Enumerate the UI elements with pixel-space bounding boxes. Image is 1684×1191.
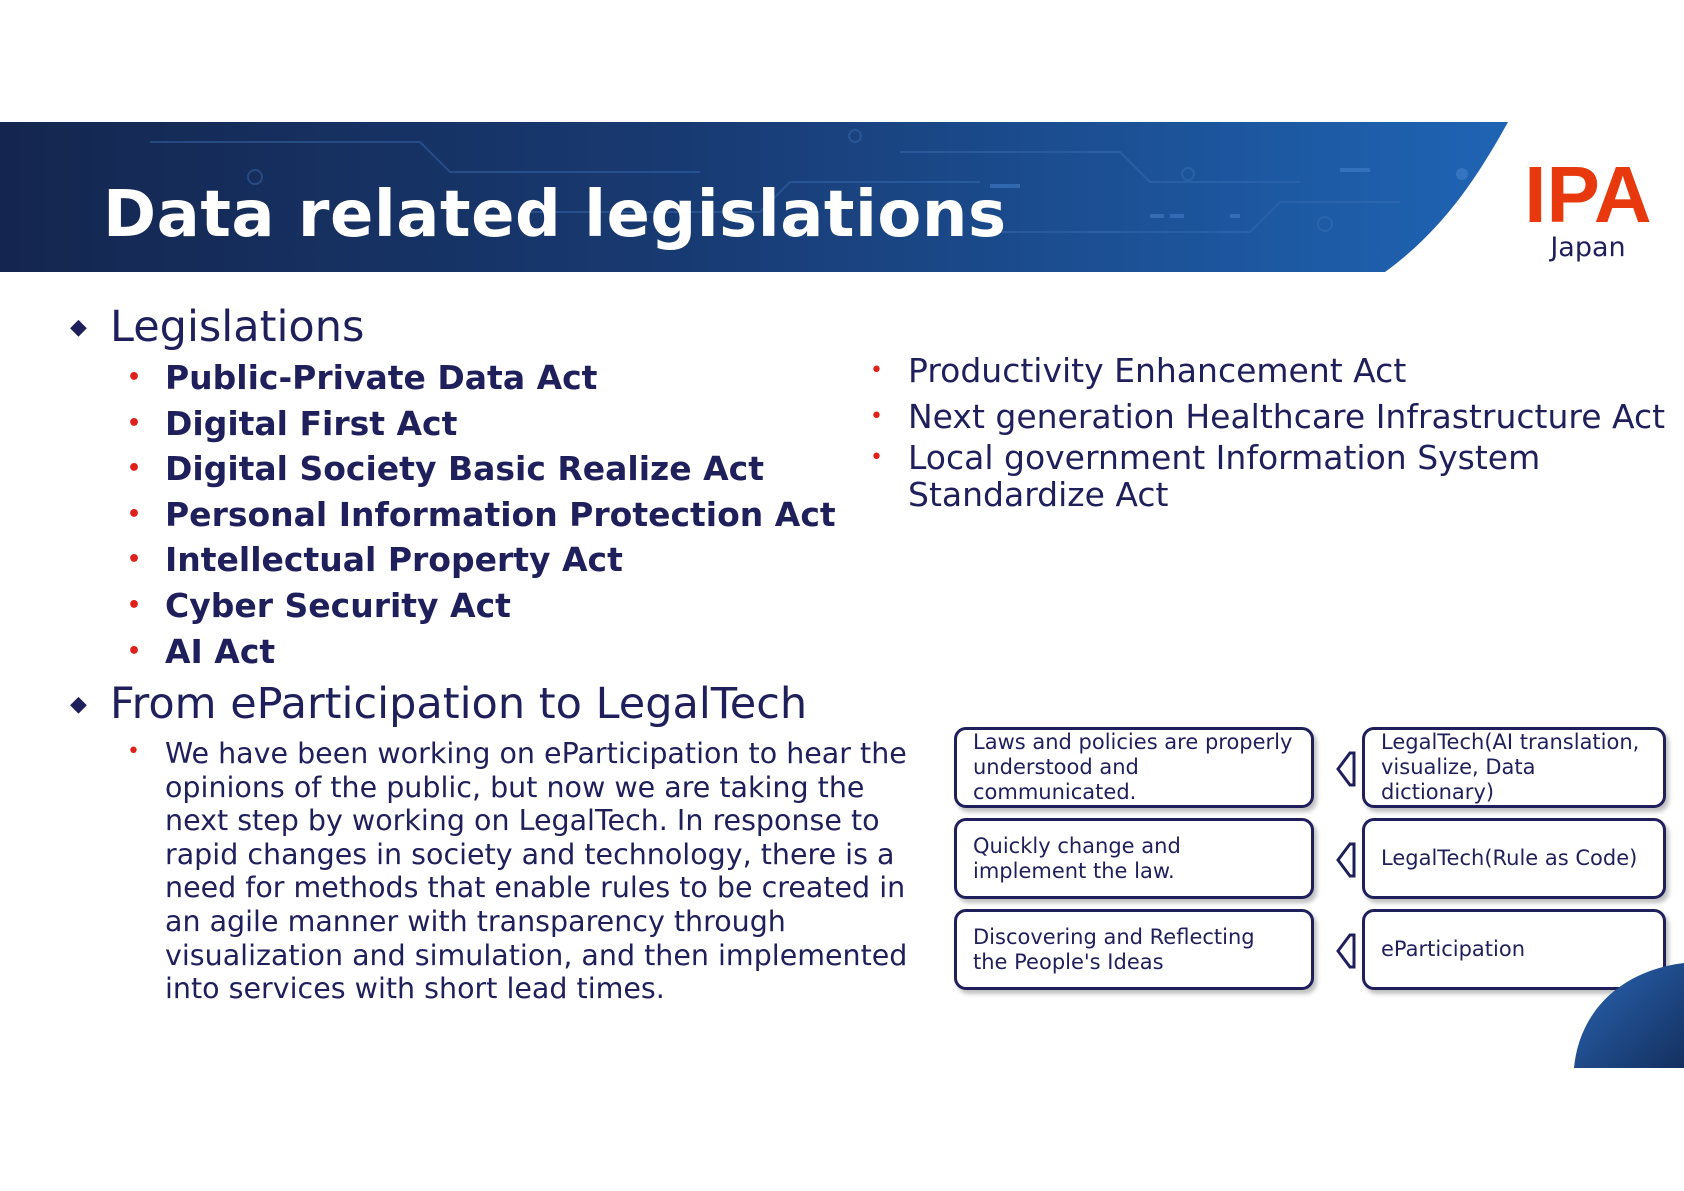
bullet-icon: •: [870, 445, 883, 471]
bullet-icon: •: [127, 739, 140, 764]
bullet-icon: •: [127, 592, 142, 618]
bullet-icon: •: [127, 547, 142, 573]
legaltech-heading-text: From eParticipation to LegalTech: [110, 679, 808, 729]
means-box: LegalTech(AI translation, visualize, Data dictionary): [1362, 727, 1666, 808]
list-item: • AI Act: [165, 629, 836, 675]
legislations-heading: [70, 302, 365, 352]
legislation-list-left: [127, 355, 836, 674]
diamond-bullet-icon: ◆: [70, 315, 87, 340]
arrow-left-icon: [1334, 838, 1358, 882]
bullet-icon: •: [870, 358, 883, 383]
list-item: • Digital First Act: [165, 401, 836, 447]
logo-subtitle: Japan: [1550, 232, 1626, 263]
bullet-icon: •: [127, 501, 142, 527]
means-box: eParticipation: [1362, 909, 1666, 990]
corner-decoration: [1574, 963, 1684, 1068]
legaltech-heading: [70, 679, 808, 729]
list-item: • Intellectual Property Act: [165, 537, 836, 583]
goal-box: Laws and policies are properly understood and communicated.: [954, 727, 1314, 808]
page-title: Data related legislations: [103, 178, 1007, 252]
bullet-icon: •: [127, 410, 142, 436]
list-item: • Next generation Healthcare Infrastructure Act: [908, 394, 1665, 440]
legaltech-paragraph-text: We have been working on eParticipation to hear the opinions of the public, but now we are taking the next step by working on LegalTech. In response to rapid changes in society and technology, there is a need for methods that enable rules to be created in an agile manner with transparency through visualization and simulation, and then implemented into services with short lead times.: [165, 737, 908, 1006]
bullet-icon: •: [127, 456, 142, 482]
list-item: • Digital Society Basic Realize Act: [165, 446, 836, 492]
list-item: • Productivity Enhancement Act: [908, 348, 1665, 394]
bullet-icon: •: [127, 638, 142, 664]
ipa-logo: [1518, 160, 1658, 263]
ipa-logo-mark: [1518, 160, 1658, 230]
list-item: • Public-Private Data Act: [165, 355, 836, 401]
list-item: • Local government Information System Standardize Act: [870, 438, 1541, 515]
logo-mark-text: IPA: [1524, 160, 1652, 230]
list-item: • Personal Information Protection Act: [165, 492, 836, 538]
legaltech-paragraph: [127, 737, 925, 1006]
means-box: LegalTech(Rule as Code): [1362, 818, 1666, 899]
list-item: • Cyber Security Act: [165, 583, 836, 629]
goal-box: Discovering and Reflecting the People's Ideas: [954, 909, 1314, 990]
goal-box: Quickly change and implement the law.: [954, 818, 1314, 899]
arrow-left-icon: [1334, 747, 1358, 791]
arrow-left-icon: [1334, 929, 1358, 973]
legislations-heading-text: Legislations: [110, 302, 365, 352]
legislation-list-right: [870, 348, 1666, 515]
bullet-icon: •: [870, 403, 883, 429]
bullet-icon: •: [127, 365, 142, 390]
diamond-bullet-icon: ◆: [70, 692, 87, 717]
